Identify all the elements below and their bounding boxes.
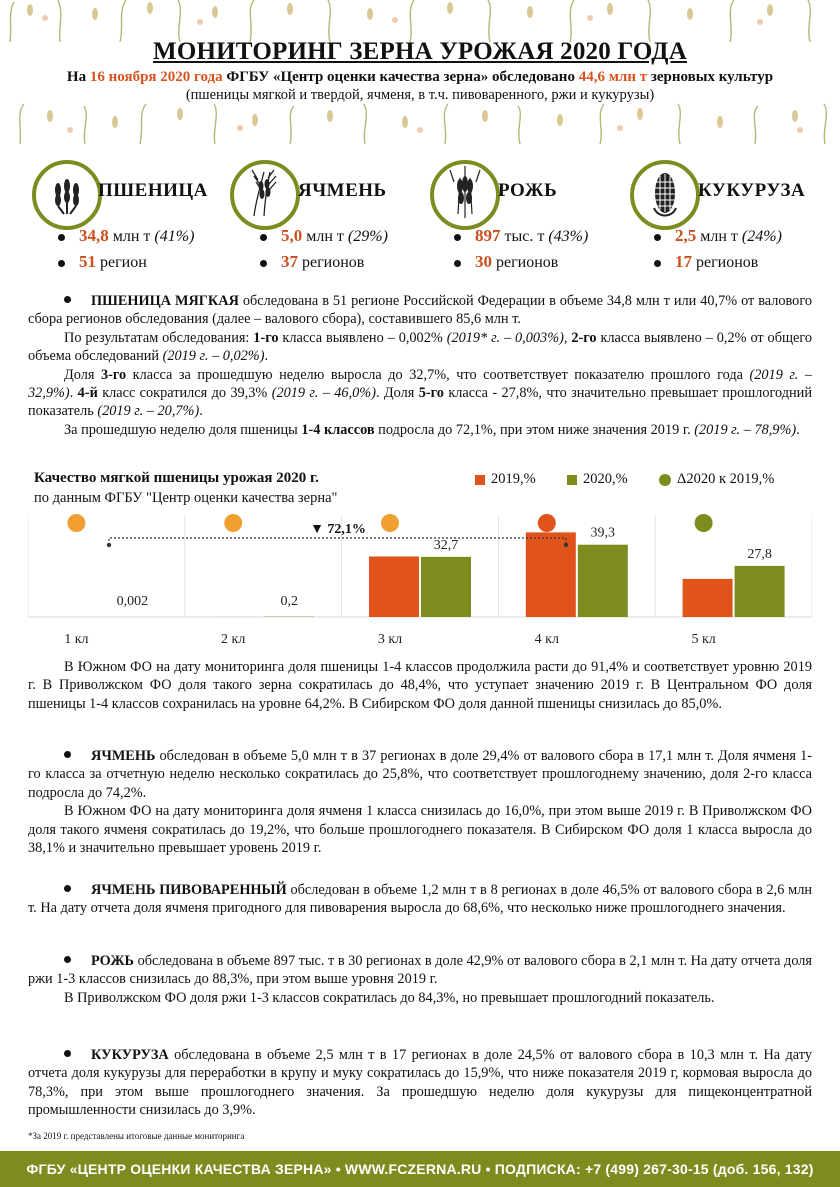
crop-amount-barley: 5,0 млн т (29%) (260, 226, 388, 246)
cumulative-bracket (109, 538, 566, 545)
barley-paragraph-2: В Южном ФО на дату мониторинга доля ячменя 1 класса снизилась до 16,0%, при этом выше 2019 г. В Приволжском ФО доля такого ячменя сократилась до 19,2%, что больше прошлогоднего показателя. В Сибирском ФО доля 1 класса выросла до 38,1% и значительно превышает уровень 2019 г. (28, 803, 812, 857)
wheat-paragraph-4: За прошедшую неделю доля пшеницы 1-4 классов подросла до 72,1%, при этом ниже значения 2019 г. (2019 г. – 78,9%). (64, 421, 800, 438)
category-tick-label: 5 кл (691, 632, 716, 647)
crop-regions-barley: 37 регионов (260, 252, 364, 272)
malt-barley-paragraph: ЯЧМЕНЬ ПИВОВАРЕННЫЙ обследован в объеме 1,2 млн т в 8 регионах в доле 46,5% от валового сбора в 2,6 млн т. На дату отчета доля ячменя пригодного для пивоварения выросла до 68,6%, что несколько ниже прошлогоднего значения. (28, 882, 812, 917)
category-tick-label: 2 кл (221, 632, 246, 647)
bar-2020 (421, 557, 471, 617)
crop-amount-wheat: 34,8 млн т (41%) (58, 226, 194, 246)
rye-section (28, 952, 812, 1007)
crop-corn (630, 160, 830, 280)
header-crops-list: (пшеницы мягкой и твердой, ячменя, в т.ч. пивоваренного, ржи и кукурузы) (185, 87, 655, 103)
decorative-plants-top (0, 0, 840, 42)
delta-marker (67, 514, 85, 532)
bar-2020 (578, 545, 628, 617)
delta-marker (224, 514, 242, 532)
chart-subtitle: по данным ФГБУ "Центр оценки качества зерна" (34, 490, 338, 506)
category-tick-label: 4 кл (534, 632, 559, 647)
decorative-plants-middle (0, 100, 840, 144)
category-tick-label: 3 кл (377, 632, 403, 647)
crop-regions-wheat: 51 регион (58, 252, 147, 272)
crop-name-wheat: ПШЕНИЦА (98, 180, 208, 201)
barley-section (28, 747, 812, 857)
rye-paragraph-1: РОЖЬ обследована в объеме 897 тыс. т в 30 регионах в доле 42,9% от валового сбора в 2,1 млн т. На дату отчета доля ржи 1-3 классов снизилась до 88,3%, при этом выше уровня 2019 г. (28, 953, 812, 988)
crop-regions-corn: 17 регионов (654, 252, 758, 272)
wheat-icon (32, 160, 102, 230)
header-amount: 44,6 млн т (578, 69, 648, 85)
crop-name-barley: ЯЧМЕНЬ (298, 180, 387, 201)
wheat-paragraph-5: В Южном ФО на дату мониторинга доля пшеницы 1-4 классов продолжила расти до 91,4% и соответствует уровню 2019 г. В Приволжском ФО доля такого зерна сократилась до 48,4%, что уступает значению 2019 г. В Центральном ФО доля пшеницы 1-4 классов сохранилась на уровне 64,2%. В Сибирском ФО доля данной пшеницы снизилась до 85,0%. (28, 659, 812, 712)
legend-2019: 2019,% (475, 471, 536, 488)
bracket-end-dot (564, 543, 568, 547)
corn-section (28, 1046, 812, 1120)
bar-2019 (683, 579, 733, 617)
crop-name-corn: КУКУРУЗА (698, 180, 806, 201)
corn-paragraph: КУКУРУЗА обследована в объеме 2,5 млн т в 17 регионах в доле 24,5% от валового сбора в 10,3 млн т. На дату отчета доля кукурузы для переработки в крупу и муку сократилась до 15,9%, что ниже показателя 2019 г, кормовая выросла до 78,3%, при этом выше прошлогоднего значения. За прошедшую неделю доля кукурузы для пищеконцентратной промышленности снизилась до 3,9%. (28, 1047, 812, 1119)
bar-data-label: 27,8 (747, 546, 772, 562)
legend-2020: 2020,% (567, 471, 628, 488)
bar-2019 (369, 556, 419, 617)
delta-marker (695, 514, 713, 532)
rye-paragraph-2: В Приволжском ФО доля ржи 1-3 классов сократилась до 84,3%, но превышает прошлогодний показатель. (64, 989, 715, 1006)
delta-marker (538, 514, 556, 532)
wheat-section (28, 292, 812, 439)
crop-wheat (30, 160, 230, 280)
crop-amount-corn: 2,5 млн т (24%) (654, 226, 782, 246)
bracket-end-dot (107, 543, 111, 547)
delta-marker (381, 514, 399, 532)
wheat-paragraph-1: ПШЕНИЦА МЯГКАЯ обследована в 51 регионе Российской Федерации в объеме 34,8 млн т или 40,7% от валового сбора регионов обследования (далее – валового сбора), составившего 85,6 млн т. (28, 293, 812, 328)
crop-rye (430, 160, 630, 280)
chart-title: Качество мягкой пшеницы урожая 2020 г. (34, 470, 319, 486)
barley-paragraph-1: ЯЧМЕНЬ обследован в объеме 5,0 млн т в 37 регионах в доле 29,4% от валового сбора в 17,1 млн т. Доля ячменя 1-го класса за отчетную неделю несколько сократилась до 25,8%, что соответствует прошлогоднему значению, доля 2-го класса подросла до 74,2%. (28, 748, 812, 801)
wheat-paragraph-2: По результатам обследования: 1-го класса выявлено – 0,002% (2019* г. – 0,003%), 2-го класса выявлено – 0,2% от общего объема обследований (2019 г. – 0,02%). (28, 329, 812, 365)
barley-icon (230, 160, 300, 230)
bar-2019 (526, 532, 576, 617)
crop-regions-rye: 30 регионов (454, 252, 558, 272)
crop-barley (230, 160, 430, 280)
rye-icon (430, 160, 500, 230)
bar-data-label: 39,3 (590, 525, 616, 541)
corn-icon (630, 160, 700, 230)
bar-data-label: 32,7 (433, 537, 459, 553)
crop-name-rye: РОЖЬ (498, 180, 558, 201)
crop-amount-rye: 897 тыс. т (43%) (454, 226, 588, 246)
legend-delta: Δ2020 к 2019,% (659, 471, 774, 488)
crops-summary (30, 160, 830, 280)
footnote: *За 2019 г. представлены итоговые данные мониторинга (28, 1131, 245, 1141)
wheat-paragraph-3: Доля 3-го класса за прошедшую неделю выросла до 32,7%, что соответствует показателю прошлого года (2019 г. – 32,9%). 4-й класс сократился до 39,3% (2019 г. – 46,0%). Доля 5-го класса - 27,8%, что значительно превышает прошлогодний показатель (2019 г. – 20,7%). (28, 366, 813, 420)
header (0, 38, 840, 104)
header-date: 16 ноября 2020 года (89, 69, 223, 85)
bar-2020 (735, 566, 785, 617)
page-title: МОНИТОРИНГ ЗЕРНА УРОЖАЯ 2020 ГОДА (153, 38, 687, 65)
category-tick-label: 1 кл (64, 632, 89, 647)
bar-data-label: 0,002 (116, 594, 149, 609)
footer-bar: ФГБУ «ЦЕНТР ОЦЕНКИ КАЧЕСТВА ЗЕРНА» • WWW.FCZERNA.RU • ПОДПИСКА: +7 (499) 267-30-15 (доб. 156, 132) (0, 1151, 840, 1187)
cumulative-annotation: ▼ 72,1% (310, 522, 366, 537)
header-summary: На 16 ноября 2020 года ФГБУ «Центр оценки качества зерна» обследовано 44,6 млн т зерновых культур (66, 69, 774, 85)
wheat-districts-section (28, 658, 812, 713)
bar-data-label: 0,2 (280, 594, 298, 609)
malt-barley-section (28, 881, 812, 918)
wheat-quality-chart (28, 505, 812, 655)
